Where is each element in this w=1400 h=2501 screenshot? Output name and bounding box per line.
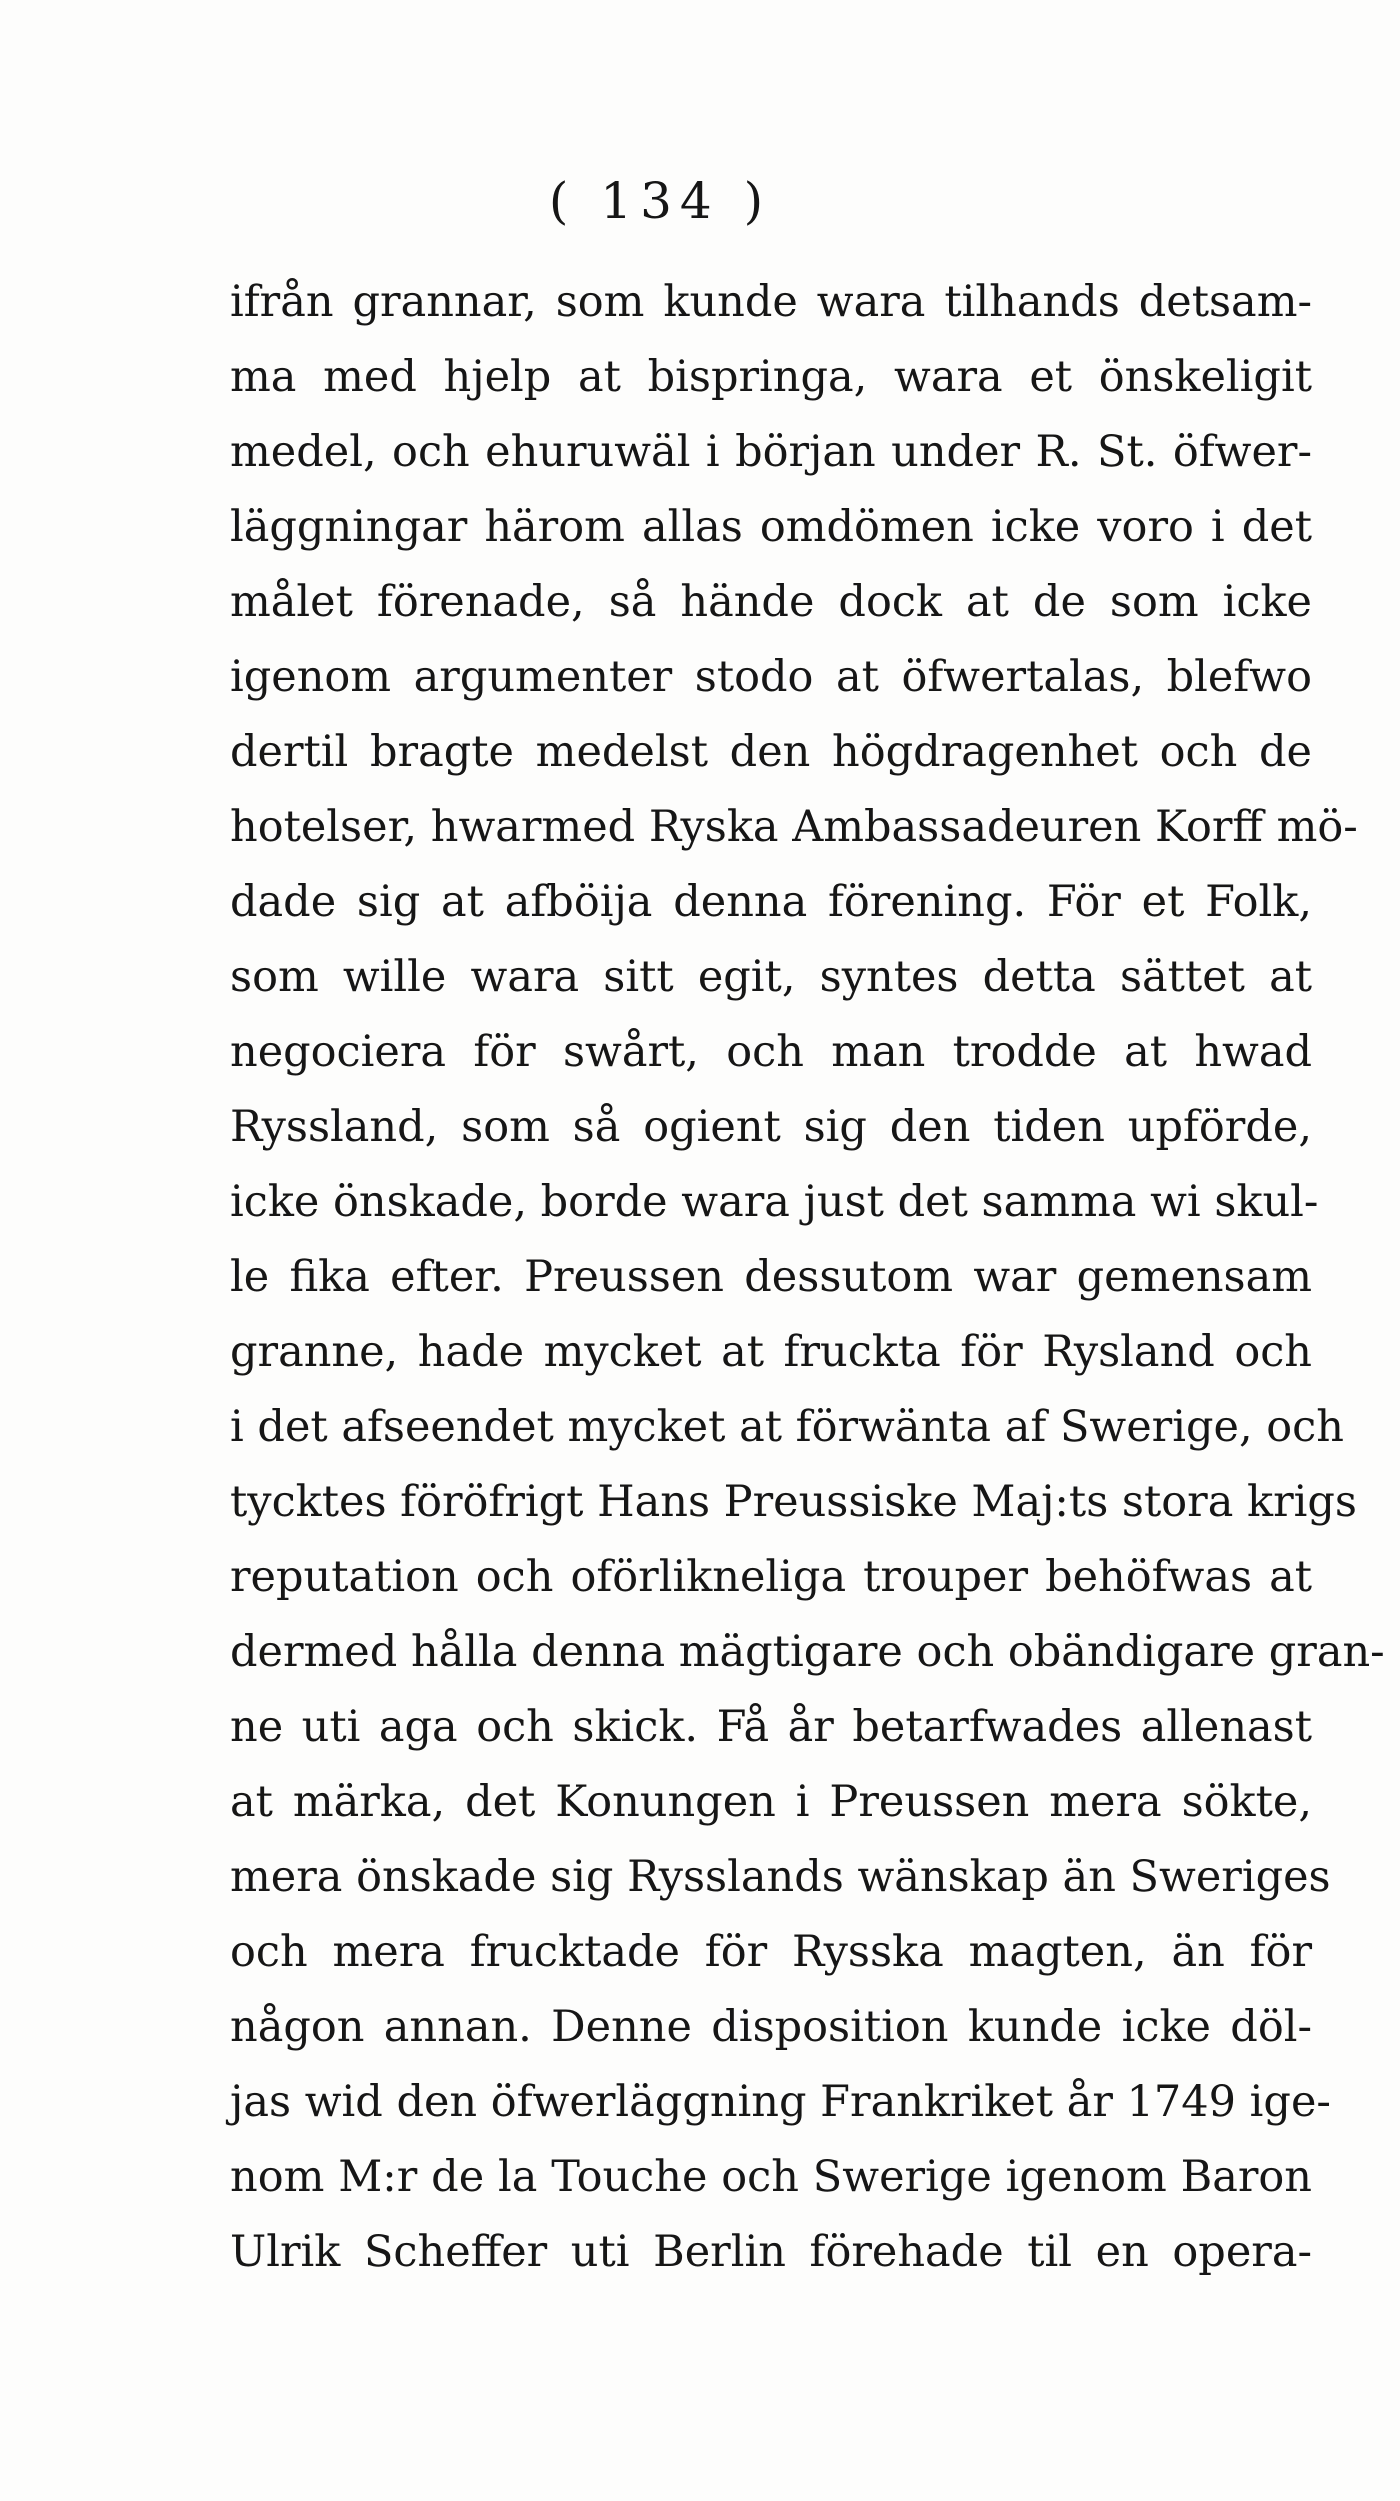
text-line: granne, hade mycket at fruckta för Rysland och: [230, 1327, 1312, 1377]
text-line: negociera för swårt, och man trodde at hwad: [230, 1027, 1312, 1077]
text-line: i det afseendet mycket at förwänta af Swerige, och: [230, 1402, 1344, 1452]
text-line: jas wid den öfwerläggning Frankriket år 1749 ige-: [230, 2077, 1331, 2127]
text-line: ne uti aga och skick. Få år betarfwades allenast: [230, 1702, 1312, 1752]
text-line: dertil bragte medelst den högdragenhet och de: [230, 727, 1312, 777]
text-line: icke önskade, borde wara just det samma wi skul-: [230, 1177, 1319, 1227]
text-line: Ulrik Scheffer uti Berlin förehade til en opera-: [230, 2227, 1312, 2277]
page-number: ( 134 ): [548, 172, 772, 230]
text-line: målet förenade, så hände dock at de som icke: [230, 577, 1312, 627]
body-text: [230, 265, 1385, 2290]
text-line: någon annan. Denne disposition kunde icke döl-: [230, 2002, 1312, 2052]
text-line: nom M:r de la Touche och Swerige igenom Baron: [230, 2152, 1312, 2202]
text-line: dermed hålla denna mägtigare och obändigare gran-: [230, 1627, 1385, 1677]
text-line: ifrån grannar, som kunde wara tilhands detsam-: [230, 277, 1312, 327]
text-line: ma med hjelp at bispringa, wara et önskeligit: [230, 352, 1312, 402]
text-line: at märka, det Konungen i Preussen mera sökte,: [230, 1777, 1312, 1827]
text-line: reputation och oförlikneliga trouper behöfwas at: [230, 1552, 1312, 1602]
text-line: hotelser, hwarmed Ryska Ambassadeuren Korff mö-: [230, 802, 1358, 852]
text-line: Ryssland, som så ogient sig den tiden upförde,: [230, 1102, 1312, 1152]
text-line: mera önskade sig Rysslands wänskap än Sweriges: [230, 1852, 1331, 1902]
text-line: le fika efter. Preussen dessutom war gemensam: [230, 1252, 1312, 1302]
text-line: läggningar härom allas omdömen icke voro i det: [230, 502, 1312, 552]
text-line: igenom argumenter stodo at öfwertalas, blefwo: [230, 652, 1312, 702]
text-line: och mera frucktade för Rysska magten, än för: [230, 1927, 1312, 1977]
text-line: medel, och ehuruwäl i början under R. St. öfwer-: [230, 427, 1312, 477]
text-line: dade sig at afböija denna förening. För et Folk,: [230, 877, 1312, 927]
text-line: som wille wara sitt egit, syntes detta sättet at: [230, 952, 1312, 1002]
text-line: tycktes föröfrigt Hans Preussiske Maj:ts stora krigs: [230, 1477, 1357, 1527]
